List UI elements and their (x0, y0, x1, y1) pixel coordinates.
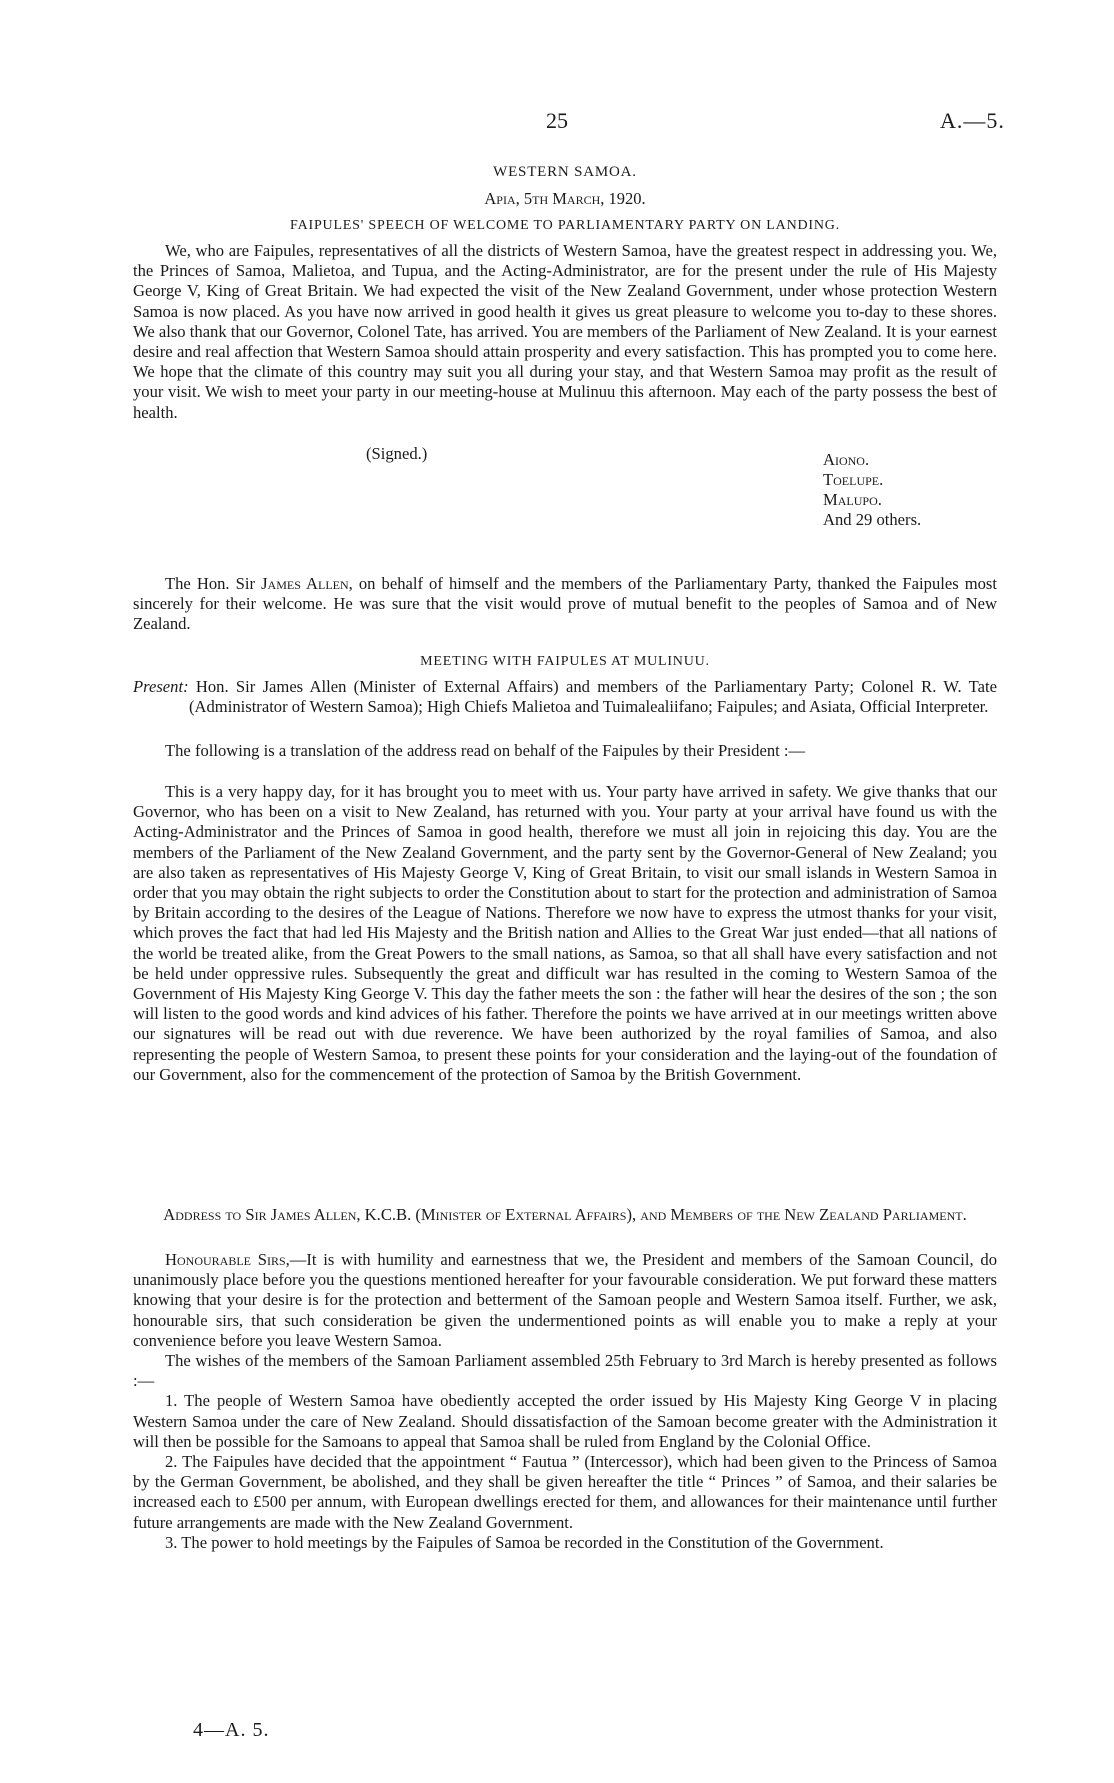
address-paragraph-1: —It is with humility and earnestness that we, the President and members of the Samoan Council, do unanimously place before you the questions mentioned hereafter for your favourable consideration. We put forward these matters knowing that your desire is for the protection and betterment of the Samoan people and Western Samoa itself. Further, we ask, honourable sirs, that such consideration be given the undermentioned points as will enable you to make a reply at your convenience before you leave Western Samoa. (133, 1250, 997, 1350)
list-item: 3. The power to hold meetings by the Faipules of Samoa be recorded in the Constitution of the Government. (165, 1532, 884, 1552)
meeting-heading: MEETING WITH FAIPULES AT MULINUU. (420, 654, 710, 669)
address-paragraph-2: The wishes of the members of the Samoan Parliament assembled 25th February to 3rd March is hereby presented as follows :— (133, 1351, 997, 1391)
translation-intro (133, 741, 997, 761)
signatory-others: And 29 others. (823, 510, 922, 529)
intro-paragraph: The following is a translation of the address read on behalf of the Faipules by their President :— (165, 741, 806, 760)
signatory-list (823, 450, 921, 530)
signatory-name: Toelupe. (823, 470, 884, 489)
faipules-address (133, 782, 997, 1085)
section-title: WESTERN SAMOA. (493, 164, 637, 180)
paper-reference: A.—5. (940, 108, 1005, 133)
signed-label: (Signed.) (366, 444, 428, 463)
address-body (133, 1250, 997, 1553)
address-paragraph: This is a very happy day, for it has brought you to meet with us. Your party have arrived in safety. We give thanks that our Governor, who has been on a visit to New Zealand, has returned with you. Your party at your arrival have found us with the Acting-Administrator and the Princes of Samoa in good health, therefore we must all join in rejoicing this day. You are the members of the Parliament of the New Zealand Government, and the party sent by the Governor-General of New Zealand; you are also taken as representatives of His Majesty George V, King of Great Britain, to visit our small islands in Western Samoa in order that you may obtain the right subjects to order the Constitution about to start for the protection and administration of Samoa by Britain according to the desires of the League of Nations. Therefore we now have to express the utmost thanks for your visit, which proves the fact that had led His Majesty and the British nation and Allies to the Great War just ended—that all nations of the world be treated alike, from the Great Powers to the small nations, as Samoa, so that all shall have every satisfaction and not be held under oppressive rules. Subsequently the great and difficult war has resulted in the coming to Western Samoa of the Government of His Majesty King George V. This day the father meets the son : the father will hear the desires of the son ; the son will listen to the good words and kind advices of his father. Therefore the points we have arrived at in our meetings written above our signatures will be read out with due reverence. We have been authorized by the royal families of Samoa, and also representing the people of Western Samoa, to present these points for your consideration and the laying-out of the foundation of our Government, also for the commencement of the protection of Samoa by the British Government. (133, 782, 997, 1084)
reply-paragraph (133, 574, 997, 635)
reply-name: James Allen (261, 574, 349, 593)
present-text: Hon. Sir James Allen (Minister of External Affairs) and members of the Parliamentary Party; Colonel R. W. Tate (Administrator of Western Samoa); High Chiefs Malietoa and Tuimalealiifano; Faipules; and Asiata, Official Interpreter. (188, 677, 997, 717)
present-list (133, 677, 997, 717)
reply-prefix: The Hon. Sir (165, 574, 262, 593)
reply-text: , on behalf of himself and the members of the Parliamentary Party, thanked the Faipules most sincerely for their welcome. He was sure that the visit would prove of mutual benefit to the peoples of Samoa and of New Zealand. (133, 574, 998, 634)
present-label: Present: (133, 677, 189, 696)
salutation: Honourable Sirs, (165, 1250, 290, 1269)
signatory-name: Aiono. (823, 450, 870, 469)
place-date: Apia, 5th March, 1920. (484, 189, 646, 208)
speech-heading: FAIPULES' SPEECH OF WELCOME TO PARLIAMENTARY PARTY ON LANDING. (290, 218, 840, 233)
welcome-speech (133, 241, 997, 423)
welcome-paragraph: We, who are Faipules, representatives of all the districts of Western Samoa, have the greatest respect in addressing you. We, the Princes of Samoa, Malietoa, and Tupua, and the Acting-Administrator, are for the present under the rule of His Majesty George V, King of Great Britain. We had expected the visit of the New Zealand Government, under whose protection Western Samoa is now placed. As you have now arrived in good health it gives us great pleasure to welcome you to-day to these shores. We also thank that our Governor, Colonel Tate, has arrived. You are members of the Parliament of New Zealand. It is your earnest desire and real affection that Western Samoa should attain prosperity and every satisfaction. This has prompted you to come here. We hope that the climate of this country may suit you all during your stay, and that Western Samoa may profit as the result of your visit. We wish to meet your party in our meeting-house at Mulinuu this afternoon. May each of the party possess the best of health. (133, 241, 997, 422)
list-item: 2. The Faipules have decided that the appointment “ Fautua ” (Intercessor), which had been given to the Princess of Samoa by the German Government, be abolished, and they shall be given hereafter the title “ Princes ” of Samoa, and their salaries be increased each to £500 per annum, with European dwellings erected for them, and allowances for their maintenance until further future arrangements are made with the New Zealand Government. (133, 1452, 997, 1532)
page-number: 25 (546, 108, 568, 133)
address-heading: Address to Sir James Allen, K.C.B. (Minister of External Affairs), and Members of the New Zealand Parliament. (163, 1205, 967, 1224)
signatory-name: Malupo. (823, 490, 882, 509)
list-item: 1. The people of Western Samoa have obediently accepted the order issued by His Majesty King George V in placing Western Samoa under the care of New Zealand. Should dissatisfaction of the Samoan become greater with the Administration it will then be possible for the Samoans to appeal that Samoa shall be ruled from England by the Colonial Office. (133, 1391, 997, 1451)
signature-mark: 4—A. 5. (193, 1719, 270, 1741)
signature-block (133, 444, 997, 529)
